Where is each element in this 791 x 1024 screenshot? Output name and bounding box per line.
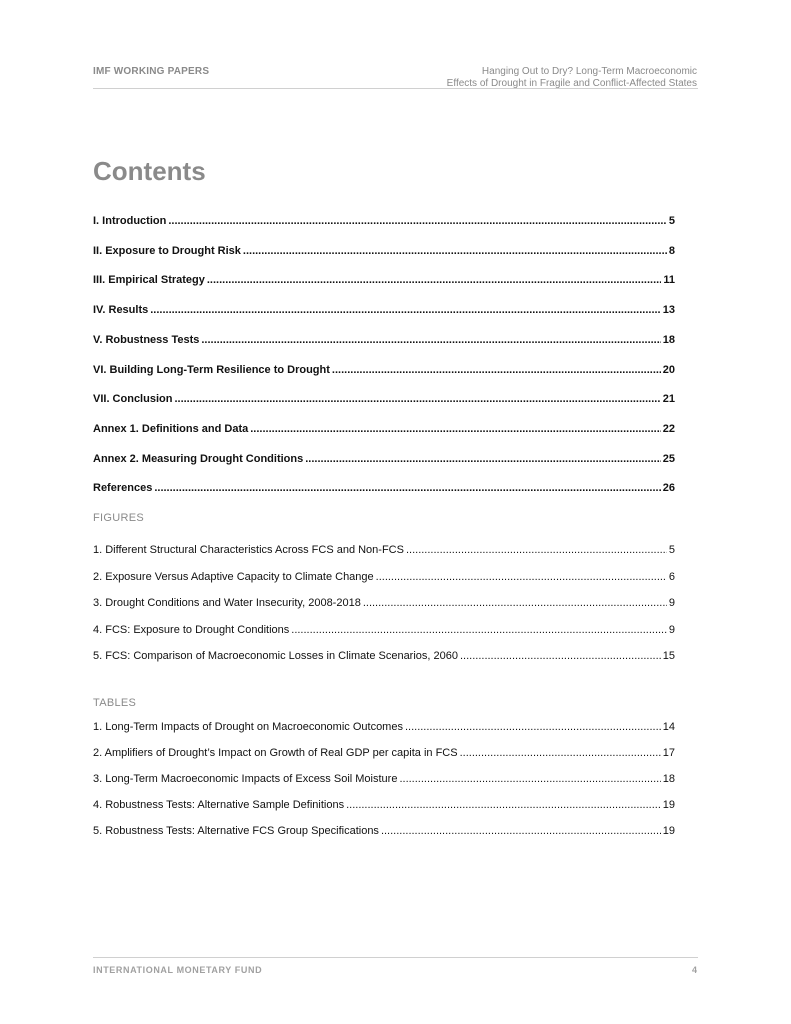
running-header-title-line2: Effects of Drought in Fragile and Conflict-Affected States: [446, 78, 697, 89]
figure-entry[interactable]: [93, 624, 675, 637]
toc-entry[interactable]: [93, 215, 675, 228]
toc-entry-title: VII. Conclusion: [93, 393, 173, 406]
toc-leader-dots: [406, 544, 667, 557]
toc-entry-title: III. Empirical Strategy: [93, 274, 205, 287]
toc-entry-title: VI. Building Long-Term Resilience to Drought: [93, 363, 330, 376]
toc-entry-page: 11: [663, 274, 675, 287]
tables-heading: TABLES: [93, 697, 137, 709]
toc-entry-page: 22: [662, 422, 675, 435]
toc-leader-dots: [460, 650, 661, 663]
toc-leader-dots: [381, 825, 661, 838]
toc-leader-dots: [399, 773, 660, 786]
figure-entry-title: 2. Exposure Versus Adaptive Capacity to Climate Change: [93, 570, 374, 583]
toc-leader-dots: [305, 453, 661, 466]
table-entry[interactable]: [93, 773, 675, 786]
toc-leader-dots: [405, 721, 661, 734]
table-entry[interactable]: [93, 721, 675, 734]
toc-entry-page: 25: [662, 452, 675, 465]
toc-leader-dots: [332, 364, 661, 377]
figure-entry-page: 6: [668, 570, 675, 583]
figure-entry[interactable]: [93, 597, 675, 610]
figures-heading: FIGURES: [93, 512, 144, 524]
table-entry-page: 19: [662, 799, 675, 811]
contents-heading: Contents: [93, 156, 206, 186]
table-entry[interactable]: [93, 747, 675, 760]
table-entry-page: 14: [662, 721, 675, 733]
footer-page-number: 4: [691, 965, 697, 975]
toc-entry-title: IV. Results: [93, 304, 149, 317]
toc-entry-page: 5: [668, 215, 675, 227]
table-entry[interactable]: [93, 825, 675, 838]
table-entry-title: 5. Robustness Tests: Alternative FCS Group Specifications: [93, 825, 379, 837]
figure-entry[interactable]: [93, 650, 675, 663]
toc-entry[interactable]: [93, 482, 675, 495]
toc-leader-dots: [243, 245, 667, 258]
table-entry-title: 3. Long-Term Macroeconomic Impacts of Excess Soil Moisture: [93, 773, 398, 785]
footer-divider: [93, 957, 698, 958]
running-header-title: [447, 66, 697, 90]
toc-entry-title: References: [93, 482, 153, 495]
toc-leader-dots: [460, 747, 661, 760]
toc-leader-dots: [174, 393, 660, 406]
toc-entry[interactable]: [93, 304, 675, 317]
figure-entry-page: 9: [668, 623, 675, 636]
figure-entry-page: 15: [662, 650, 675, 662]
table-entry-title: 2. Amplifiers of Drought’s Impact on Growth of Real GDP per capita in FCS: [93, 747, 458, 759]
toc-entry-title: Annex 2. Measuring Drought Conditions: [93, 452, 304, 465]
toc-entry[interactable]: [93, 334, 675, 347]
toc-leader-dots: [363, 597, 667, 610]
toc-entry-page: 13: [662, 304, 675, 317]
toc-entry-page: 20: [662, 363, 675, 376]
figure-entry-page: 9: [668, 597, 675, 609]
figure-entry[interactable]: [93, 544, 675, 557]
toc-leader-dots: [346, 799, 661, 812]
toc-entry-title: I. Introduction: [93, 215, 167, 227]
toc-entry-page: 8: [668, 244, 675, 257]
table-entry-page: 18: [662, 773, 675, 785]
running-header-title-line1: Hanging Out to Dry? Long-Term Macroeconomic: [481, 66, 697, 77]
toc-entry-title: Annex 1. Definitions and Data: [93, 422, 249, 435]
toc-entry[interactable]: [93, 274, 675, 287]
toc-entry-page: 21: [662, 393, 675, 406]
toc-leader-dots: [154, 482, 660, 495]
figure-entry-title: 1. Different Structural Characteristics Across FCS and Non-FCS: [93, 544, 404, 556]
toc-leader-dots: [168, 215, 667, 228]
toc-leader-dots: [207, 274, 661, 287]
footer-publisher: INTERNATIONAL MONETARY FUND: [93, 965, 263, 975]
toc-leader-dots: [150, 304, 661, 317]
toc-leader-dots: [376, 571, 667, 584]
figure-entry-title: 4. FCS: Exposure to Drought Conditions: [93, 623, 290, 636]
toc-entry-title: V. Robustness Tests: [93, 333, 200, 346]
figure-entry[interactable]: [93, 571, 675, 584]
table-entry-page: 19: [662, 825, 675, 837]
toc-leader-dots: [250, 423, 661, 436]
toc-entry[interactable]: [93, 423, 675, 436]
toc-entry-page: 26: [662, 482, 675, 495]
toc-entry[interactable]: [93, 393, 675, 406]
toc-entry-title: II. Exposure to Drought Risk: [93, 244, 241, 257]
table-entry-title: 4. Robustness Tests: Alternative Sample Definitions: [93, 799, 345, 811]
figure-entry-page: 5: [668, 544, 675, 556]
table-entry[interactable]: [93, 799, 675, 812]
toc-entry[interactable]: [93, 364, 675, 377]
table-entry-page: 17: [662, 747, 675, 759]
table-entry-title: 1. Long-Term Impacts of Drought on Macroeconomic Outcomes: [93, 721, 403, 733]
figure-entry-title: 3. Drought Conditions and Water Insecurity, 2008-2018: [93, 597, 361, 609]
figure-entry-title: 5. FCS: Comparison of Macroeconomic Losses in Climate Scenarios, 2060: [93, 650, 458, 662]
toc-leader-dots: [201, 334, 660, 347]
running-header-series: IMF WORKING PAPERS: [93, 66, 210, 77]
toc-entry[interactable]: [93, 453, 675, 466]
toc-entry-page: 18: [662, 333, 675, 346]
toc-entry[interactable]: [93, 245, 675, 258]
header-divider: [93, 88, 698, 89]
toc-leader-dots: [291, 624, 667, 637]
